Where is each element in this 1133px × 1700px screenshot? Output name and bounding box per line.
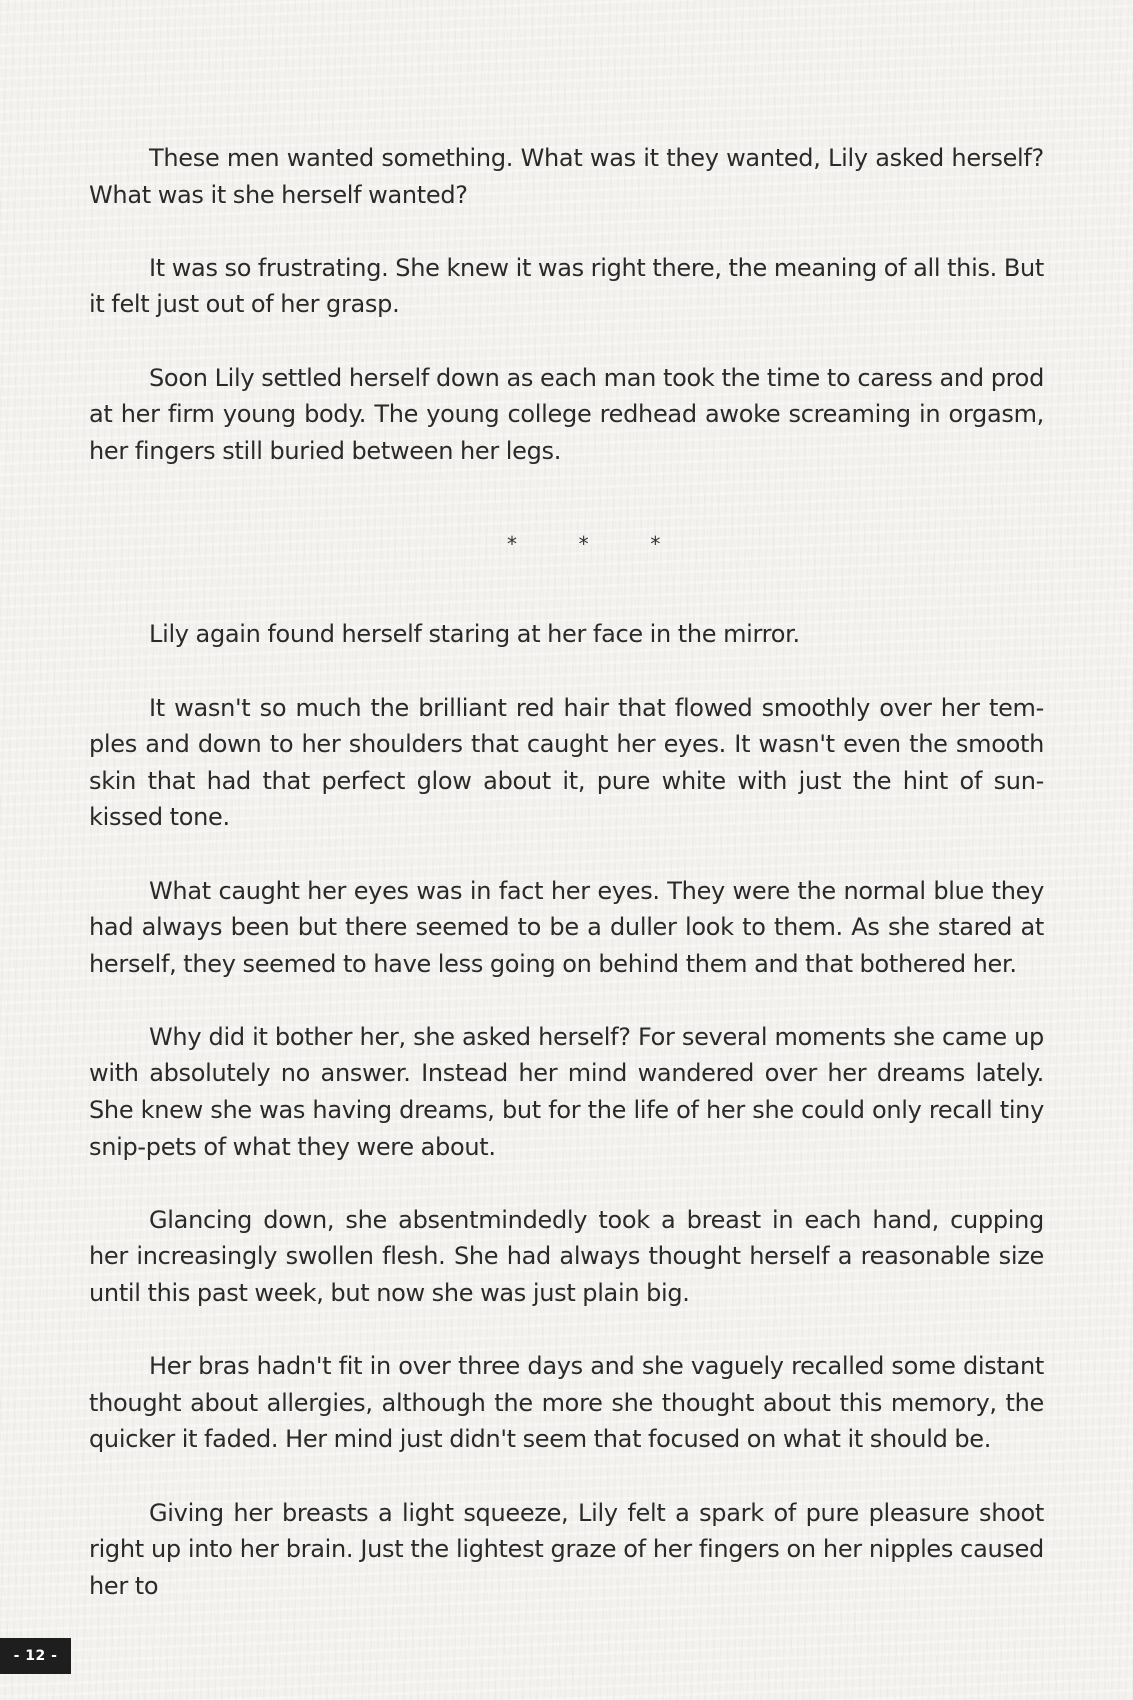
paragraph: What caught her eyes was in fact her eyes. They were the normal blue they had always been but there seemed to be a duller look to them. As she stared at herself, they seemed to have less going on behind them and that bothered her. [89, 876, 1044, 978]
paragraph: These men wanted something. What was it they wanted, Lily asked herself? What was it she herself wanted? [89, 144, 1044, 209]
page-number-badge: - 12 - [0, 1638, 71, 1674]
section-break-asterisk: * [650, 531, 661, 556]
body-text [89, 140, 1044, 1641]
paragraph: Her bras hadn't fit in over three days and she vaguely recalled some distant thought about allergies, although the more she thought about this memory, the quicker it faded. Her mind just didn't seem that focused on what it should be. [89, 1352, 1044, 1454]
section-break-asterisk: * [506, 531, 517, 556]
paragraph: Lily again found herself staring at her face in the mirror. [149, 620, 800, 649]
paragraph: Soon Lily settled herself down as each man took the time to caress and prod at her firm young body. The young college redhead awoke screaming in orgasm, her fingers still buried between her legs. [89, 363, 1044, 465]
paragraph: It was so frustrating. She knew it was right there, the meaning of all this. But it felt just out of her grasp. [89, 253, 1045, 319]
paragraph: It wasn't so much the brilliant red hair that flowed smoothly over her tem-ples and down to her shoulders that caught her eyes. It wasn't even the smooth skin that had that perfect glow about it, pure white with just the hint of sun-kissed tone. [89, 693, 1044, 832]
paragraph: Glancing down, she absentmindedly took a breast in each hand, cupping her increasingly swollen flesh. She had always thought herself a reasonable size until this past week, but now she was just plain big. [89, 1205, 1044, 1308]
paragraph: Why did it bother her, she asked herself? For several moments she came up with absolutely no answer. Instead her mind wandered over her dreams lately. She knew she was having dreams, but for the life of her she could only recall tiny snip-pets of what they were about. [89, 1022, 1044, 1161]
section-break-asterisk: * [578, 531, 589, 556]
section-break [89, 507, 1044, 580]
paragraph: Giving her breasts a light squeeze, Lily felt a spark of pure pleasure shoot right up into her brain. Just the lightest graze of her fingers on her nipples caused her to [89, 1498, 1044, 1600]
